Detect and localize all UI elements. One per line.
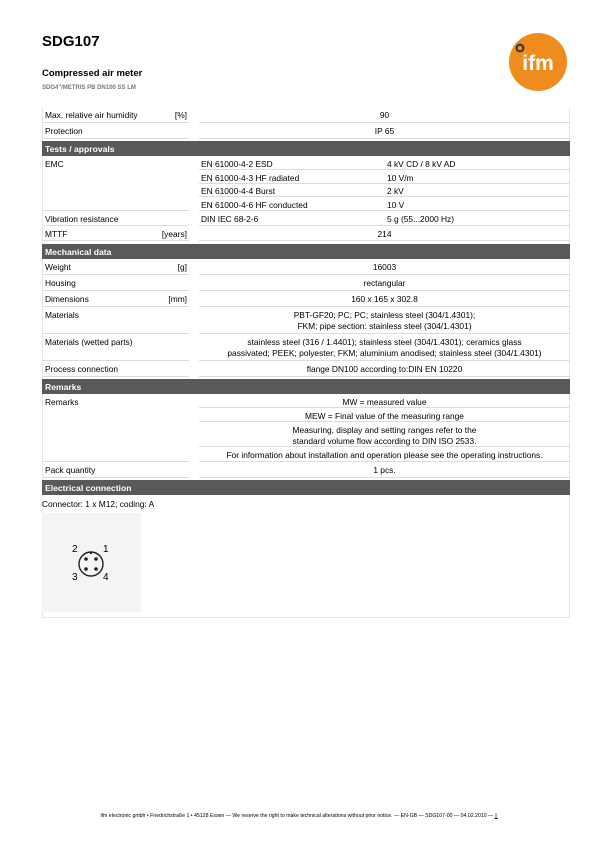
value-housing: rectangular (199, 276, 570, 291)
remark-line (42, 395, 570, 408)
page-footer (0, 813, 598, 819)
frame-line-bottom (42, 617, 570, 618)
pin-1-label: 1 (103, 544, 109, 555)
row-vibration (42, 212, 570, 226)
pin-4-label: 4 (103, 572, 109, 583)
value-protection: IP 65 (199, 124, 570, 139)
row-dimensions (42, 292, 570, 307)
emc-standard: EN 61000-4-3 HF radiated (199, 171, 385, 184)
label-vibration: Vibration resistance (42, 212, 189, 226)
label-materials: Materials (42, 308, 189, 334)
footer-mark: ▯ (494, 813, 498, 819)
article-description: SDG4"/METRIS PB DN100 SS LM (42, 85, 136, 91)
unit-dimensions: [mm] (168, 294, 187, 304)
emc-row (42, 198, 570, 211)
row-protection (42, 124, 570, 139)
unit-weight: [g] (177, 262, 187, 272)
label-humidity: Max. relative air humidity [%] (42, 108, 189, 123)
label-remarks: Remarks (42, 395, 189, 462)
label-dimensions: Dimensions [mm] (42, 292, 189, 307)
remark-line (42, 448, 570, 462)
logo-text: ifm (522, 52, 554, 75)
remark-instructions: For information about installation and operation please see the operating instructions. (199, 448, 570, 462)
label-weight: Weight [g] (42, 260, 189, 275)
emc-row (42, 171, 570, 184)
emc-standard: EN 61000-4-6 HF conducted (199, 198, 385, 211)
value-humidity: 90 (199, 108, 570, 123)
ifm-logo (508, 32, 568, 92)
row-housing (42, 276, 570, 291)
label-housing: Housing (42, 276, 189, 291)
pin-3-label: 3 (72, 572, 78, 583)
product-subtitle: Compressed air meter (42, 68, 143, 79)
label-process-connection: Process connection (42, 362, 189, 377)
emc-row (42, 184, 570, 197)
label-wetted-materials: Materials (wetted parts) (42, 335, 189, 361)
label-emc: EMC (42, 157, 189, 211)
value-process-connection: flange DN100 according to:DIN EN 10220 (199, 362, 570, 377)
row-wetted-materials (42, 335, 570, 361)
row-materials (42, 308, 570, 334)
unit-mttf: [years] (161, 229, 187, 239)
pin-2-label: 2 (72, 544, 78, 555)
row-mttf (42, 227, 570, 241)
row-humidity (42, 108, 570, 123)
label-protection: Protection (42, 124, 189, 139)
label-pack-quantity: Pack quantity (42, 463, 189, 478)
section-tests-approvals: Tests / approvals (42, 141, 570, 156)
emc-standard: EN 61000-4-4 Burst (199, 184, 385, 197)
value-weight: 16003 (199, 260, 570, 275)
emc-value: 10 V/m (385, 171, 570, 184)
page-title: SDG107 (42, 33, 100, 50)
row-weight (42, 260, 570, 275)
emc-value: 2 kV (385, 184, 570, 197)
remark-final-value: MEW = Final value of the measuring range (199, 409, 570, 422)
emc-row (42, 157, 570, 170)
remark-line (42, 423, 570, 447)
section-mechanical-data: Mechanical data (42, 244, 570, 259)
vibration-standard: DIN IEC 68-2-6 (199, 212, 385, 226)
emc-value: 4 kV CD / 8 kV AD (385, 157, 570, 170)
section-remarks: Remarks (42, 379, 570, 394)
row-pack-quantity (42, 463, 570, 478)
connector-pin-diagram (42, 513, 141, 612)
value-materials: PBT-GF20; PC; PC; stainless steel (304/1.4301); FKM; pipe section: stainless steel (304/1.4301) (199, 308, 570, 334)
emc-standard: EN 61000-4-2 ESD (199, 157, 385, 170)
remark-measured-value: MW = measured value (199, 395, 570, 408)
value-wetted-materials: stainless steel (316 / 1.4401); stainless steel (304/1.4301); ceramics glass passivated; PEEK; polyester; FKM; aluminium anodised; stainless steel (304/1.4301) (199, 335, 570, 361)
unit-humidity: [%] (174, 110, 187, 120)
vibration-value: 5 g (55...2000 Hz) (385, 212, 570, 226)
value-dimensions: 160 x 165 x 302.8 (199, 292, 570, 307)
row-process-connection (42, 362, 570, 377)
value-mttf: 214 (199, 227, 570, 241)
connector-face-icon (77, 550, 105, 578)
footer-text: ifm electronic gmbh • Friedrichstraße 1 • 45128 Essen — We reserve the right to make technical alterations without prior notice. — EN-GB — SDG107-00 — 04.02.2010 — (100, 813, 494, 819)
section-electrical-connection: Electrical connection (42, 480, 570, 495)
remark-line (42, 409, 570, 422)
emc-value: 10 V (385, 198, 570, 211)
value-pack-quantity: 1 pcs. (199, 463, 570, 478)
remark-ranges: Measuring, display and setting ranges refer to the standard volume flow according to DIN ISO 2533. (199, 423, 570, 447)
label-mttf: MTTF [years] (42, 227, 189, 241)
connector-description: Connector: 1 x M12; coding: A (42, 499, 155, 509)
